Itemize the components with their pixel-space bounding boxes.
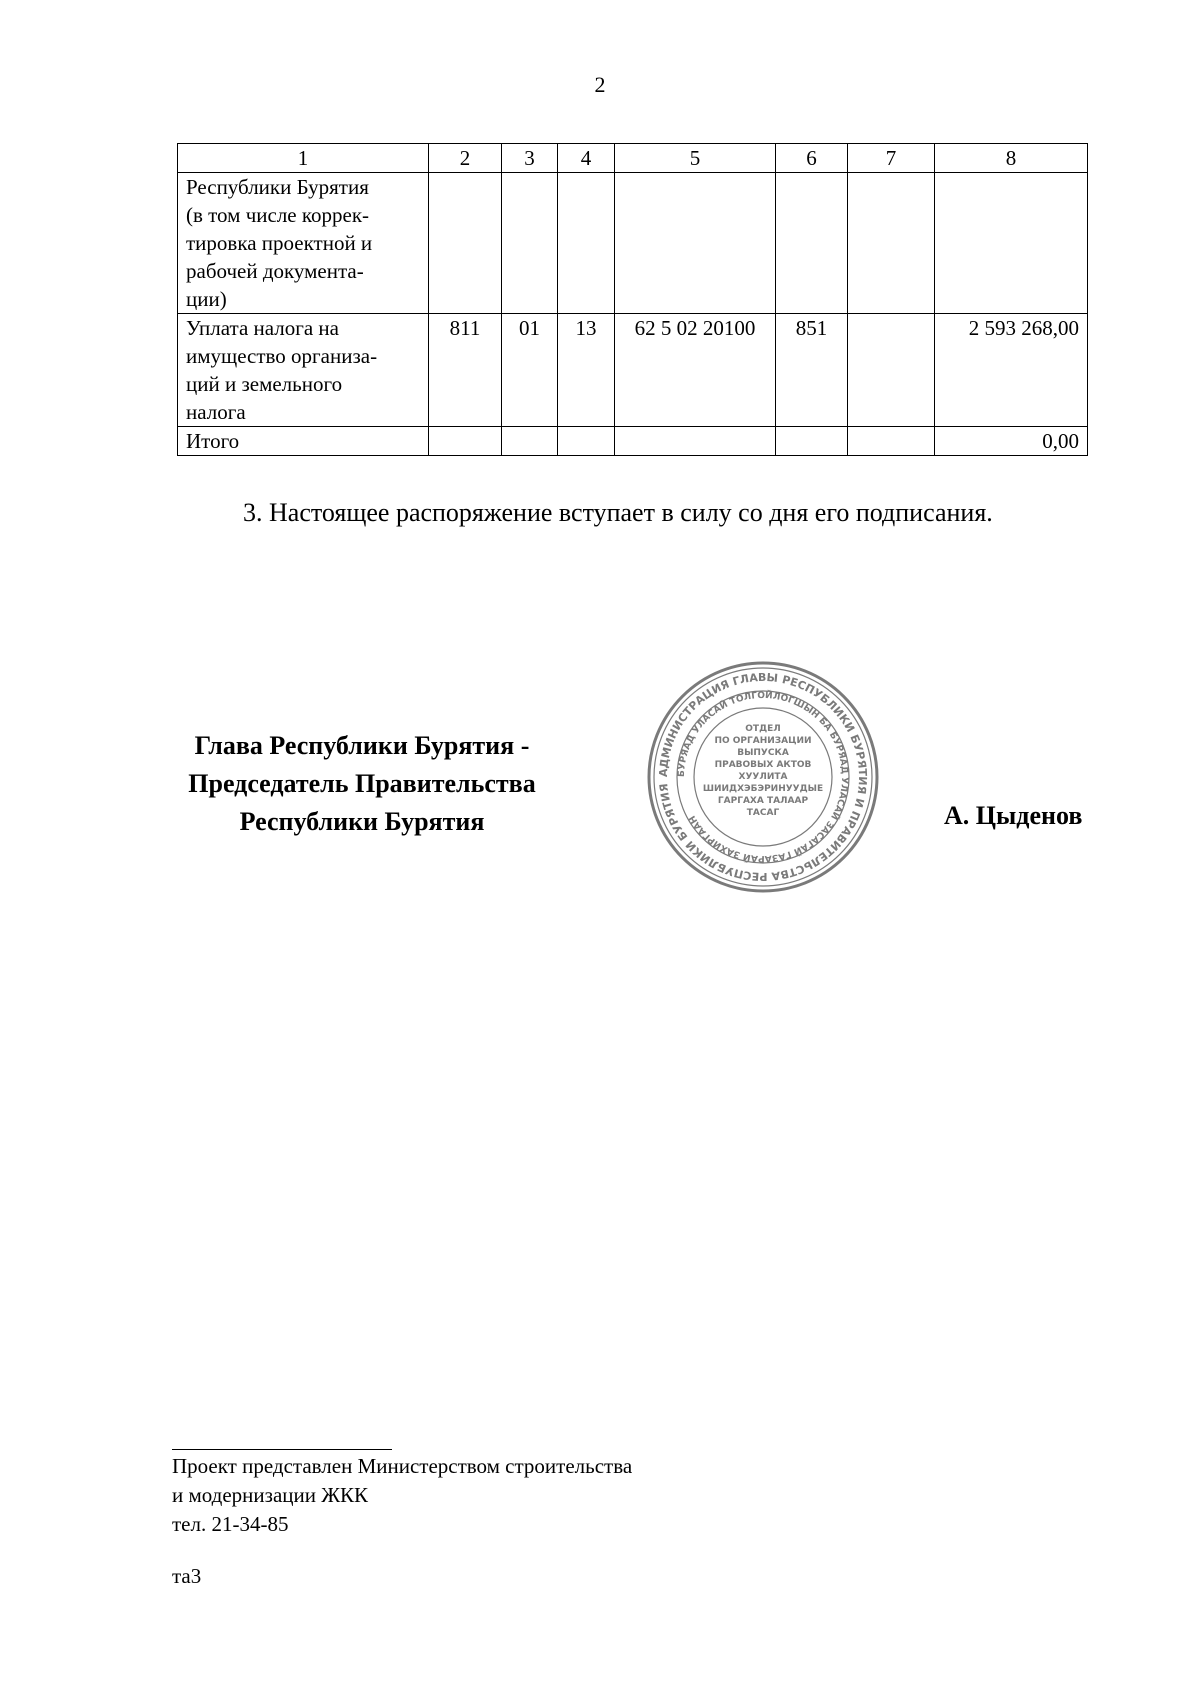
row-name-cell bbox=[178, 314, 429, 427]
seal-center-line: ВЫПУСКА bbox=[737, 748, 789, 758]
row-name-line: налога bbox=[186, 400, 246, 424]
header-cell-6: 6 bbox=[776, 144, 848, 173]
row-name-cell bbox=[178, 173, 429, 314]
cell-2 bbox=[429, 173, 502, 314]
signer-title-line: Республики Бурятия bbox=[239, 807, 485, 836]
table-row bbox=[178, 173, 1088, 314]
row-name-line: Республики Бурятия bbox=[186, 175, 369, 199]
cell-7 bbox=[848, 427, 935, 456]
footer-note bbox=[172, 1452, 632, 1539]
seal-center-line: ГАРГАХА ТАЛААР bbox=[717, 796, 809, 806]
footer-line: и модернизации ЖКК bbox=[172, 1483, 369, 1507]
seal-outer-text: АДМИНИСТРАЦИЯ ГЛАВЫ РЕСПУБЛИКИ БУРЯТИЯ И ПРАВИТЕЛЬСТВА РЕСПУБЛИКИ БУРЯТИЯ bbox=[656, 670, 870, 884]
seal-center-line: ОТДЕЛ bbox=[745, 724, 781, 734]
header-cell-7: 7 bbox=[848, 144, 935, 173]
seal-center-line: ШИИДХЭБЭРИНУУДЫЕ bbox=[702, 784, 824, 794]
row-name-line: (в том числе коррек- bbox=[186, 203, 370, 227]
header-cell-1: 1 bbox=[178, 144, 429, 173]
signer-title-line: Глава Республики Бурятия - bbox=[194, 731, 530, 760]
row-name-cell bbox=[178, 427, 429, 456]
header-cell-5: 5 bbox=[615, 144, 776, 173]
row-name-line: тировка проектной и bbox=[186, 231, 373, 255]
seal-center-line: ПРАВОВЫХ АКТОВ bbox=[714, 760, 812, 770]
clause-3: 3. Настоящее распоряжение вступает в силу со дня его подписания. bbox=[243, 498, 993, 527]
cell-3 bbox=[502, 427, 558, 456]
cell-6: 851 bbox=[776, 314, 848, 427]
signer-name: А. Цыденов bbox=[944, 801, 1083, 830]
cell-6 bbox=[776, 427, 848, 456]
cell-7 bbox=[848, 314, 935, 427]
cell-3: 01 bbox=[502, 314, 558, 427]
table-header-row bbox=[178, 144, 1088, 173]
header-cell-8: 8 bbox=[935, 144, 1088, 173]
footer-line: Проект представлен Министерством строительства bbox=[172, 1454, 633, 1478]
budget-table bbox=[177, 143, 1088, 456]
row-name-line: ций и земельного bbox=[186, 372, 343, 396]
document-initials: та3 bbox=[172, 1564, 202, 1588]
table-row-total bbox=[178, 427, 1088, 456]
cell-3 bbox=[502, 173, 558, 314]
cell-5 bbox=[615, 173, 776, 314]
cell-2: 811 bbox=[429, 314, 502, 427]
header-cell-3: 3 bbox=[502, 144, 558, 173]
seal-center-line: ПО ОРГАНИЗАЦИИ bbox=[714, 736, 812, 746]
cell-6 bbox=[776, 173, 848, 314]
signer-title-line: Председатель Правительства bbox=[188, 769, 536, 798]
seal-center-line: ТАСАГ bbox=[746, 808, 780, 818]
row-name-line: ции) bbox=[186, 287, 227, 311]
header-cell-4: 4 bbox=[558, 144, 615, 173]
seal-inner-text: БУРЯАД УЛАСАЙ ТОЛГОЙЛОГШЫН БА БУРЯАД УЛАСАЙ ЗАСАГАЙ ГАЗАРАЙ ЗАХИРГААН bbox=[676, 690, 850, 864]
official-seal bbox=[646, 660, 880, 894]
cell-5: 62 5 02 20100 bbox=[615, 314, 776, 427]
cell-8: 0,00 bbox=[935, 427, 1088, 456]
cell-4 bbox=[558, 427, 615, 456]
cell-4: 13 bbox=[558, 314, 615, 427]
row-name-line: имущество организа- bbox=[186, 344, 378, 368]
row-name-line: Уплата налога на bbox=[186, 316, 339, 340]
footer-line: тел. 21-34-85 bbox=[172, 1512, 289, 1536]
cell-4 bbox=[558, 173, 615, 314]
cell-5 bbox=[615, 427, 776, 456]
cell-7 bbox=[848, 173, 935, 314]
footer-divider bbox=[172, 1449, 392, 1450]
row-name-line: рабочей документа- bbox=[186, 259, 364, 283]
table-row bbox=[178, 314, 1088, 427]
row-name-line: Итого bbox=[186, 429, 240, 453]
page-number: 2 bbox=[594, 72, 606, 97]
cell-2 bbox=[429, 427, 502, 456]
header-cell-2: 2 bbox=[429, 144, 502, 173]
seal-center-line: ХУУЛИТА bbox=[738, 772, 788, 782]
signer-title bbox=[172, 727, 552, 841]
cell-8 bbox=[935, 173, 1088, 314]
cell-8: 2 593 268,00 bbox=[935, 314, 1088, 427]
